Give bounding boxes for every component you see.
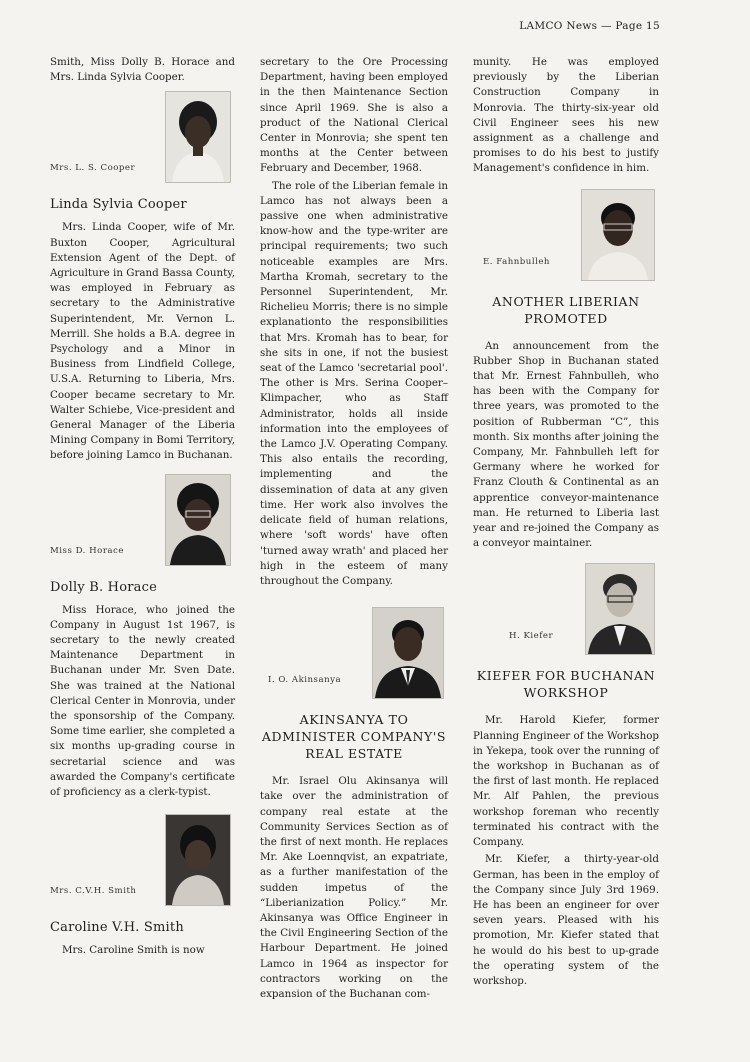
section-body-smith: Mrs. Caroline Smith is now <box>62 944 205 957</box>
headline-kiefer: KIEFER FOR BUCHANAN WORKSHOP <box>476 668 656 701</box>
photo-caption-akinsanya: I. O. Akinsanya <box>268 675 342 686</box>
intro-text: Smith, Miss Dolly B. Horace and Mrs. Linda Sylvia Cooper. <box>50 56 235 84</box>
column3-paragraph-3: Mr. Harold Kiefer, former Planning Engineer of the Workshop in Yekepa, took over the running of the workshop in Buchanan as of the first of last month. He replaced Mr. Alf Pahlen, the previous workshop foreman who recently terminated his contract with the Company. <box>473 714 659 849</box>
section-body-horace: Miss Horace, who joined the Company in August 1st 1967, is secretary to the newly created Maintenance Department in Buchanan under Mr. Sven Date. She was trained at the National Clerical Center in Monrovia, under the sponsorship of the Company. Some time earlier, she completed a six months up-grading course in secretarial science and was awarded the Company's certificate of proficiency as a clerk-typist. <box>50 603 235 799</box>
portrait-photo-kiefer <box>585 563 655 655</box>
column3-paragraph-4: Mr. Kiefer, a thirty-year-old German, has been in the employ of the Company since July 3rd 1969. He has been an engineer for over seven years. Pleased with his promotion, Mr. Kiefer stated that he would do his best to up-grade the operating system of the workshop. <box>473 853 659 987</box>
section-title-smith: Caroline V.H. Smith <box>50 920 184 936</box>
column2-paragraph-2: The role of the Liberian female in Lamco has not always been a passive one when administrative know-how and the type-writer are principal requirements; two such noticeable examples are Mrs. Martha Kromah, secretary to the Personnel Superintendent, Mr. Richelieu Morris; there is no simple explanationto the responsibilities that Mrs. Kromah has to bear, for she sits in one, if not the busiest seat of the Lamco 'secretarial pool'. The other is Mrs. Serina Cooper–Klimpacher, who as Staff Administrator, holds all inside information into the employees of the Lamco J.V. Operating Company. This also entails the recording, implementing and the dissemination of data at any given time. Her work also involves the delicate field of human relations, where 'soft words' have often 'turned away wrath' and placed her high in the esteem of many throughout the Company. <box>260 179 448 587</box>
column3-paragraph-1: munity. He was employed previously by the Liberian Construction Company in Monrovia. The thirty-six-year old Civil Engineer sees his new assignment as a challenge and promises to do his best to justify Management's confidence in him. <box>473 56 659 175</box>
column-3 <box>473 55 659 991</box>
photo-row-kiefer <box>473 563 659 655</box>
portrait-photo-akinsanya <box>372 607 444 699</box>
headline-fahnbulleh: ANOTHER LIBERIAN PROMOTED <box>492 293 640 326</box>
portrait-photo-smith <box>165 814 231 906</box>
photo-caption-horace: Miss D. Horace <box>50 545 124 556</box>
photo-row-horace <box>50 474 235 570</box>
portrait-photo-cooper <box>165 91 231 183</box>
photo-caption-fahnbulleh: E. Fahnbulleh <box>483 256 550 267</box>
portrait-photo-fahnbulleh <box>581 189 655 281</box>
portrait-photo-horace <box>165 474 231 566</box>
column2-paragraph-1: secretary to the Ore Processing Department, having been employed in the then Maintenance Section since April 1969. She is also a product of the National Clerical Center in Monrovia; she spent ten months at the Center between February and December, 1968. <box>260 56 448 175</box>
section-title-horace: Dolly B. Horace <box>50 579 157 595</box>
headline-akinsanya: AKINSANYA TO ADMINISTER COMPANY'S REAL ESTATE <box>261 712 447 762</box>
photo-caption-kiefer: H. Kiefer <box>509 631 554 642</box>
column-1 <box>50 55 235 961</box>
photo-row-akinsanya <box>260 607 448 699</box>
photo-row-cooper <box>50 91 235 187</box>
photo-caption-cooper: Mrs. L. S. Cooper <box>50 163 136 174</box>
column3-paragraph-2: An announcement from the Rubber Shop in Buchanan stated that Mr. Ernest Fahnbulleh, who has been with the Company for three years, was promoted to the position of Rubberman “C”, this month. Six months after joining the Company, Mr. Fahnbulleh left for Germany where he worked for Franz Clouth & Continental as an apprentice conveyor-maintenance man. He returned to Liberia last year and re-joined the Company as a conveyor maintainer. <box>473 339 659 550</box>
running-head: LAMCO News — Page 15 <box>519 20 660 32</box>
photo-caption-smith: Mrs. C.V.H. Smith <box>50 886 137 897</box>
column2-paragraph-3: Mr. Israel Olu Akinsanya will take over the administration of company real estate at the Community Services Section as of the first of next month. He replaces Mr. Ake Loennqvist, an expatriate, as a further manifestation of the sudden impetus of the “Liberianization Policy.” Mr. Akinsanya was Office Engineer in the Civil Engineering Section of the Harbour Department. He joined Lamco in 1964 as inspector for contractors working on the expansion of the Buchanan com- <box>260 775 448 1000</box>
column-2 <box>260 55 448 1004</box>
section-body-cooper: Mrs. Linda Cooper, wife of Mr. Buxton Cooper, Agricultural Extension Agent of the Dept. of Agriculture in Grand Bassa County, was employed in February as secretary to the Administrative Superintendent, Mr. Vernon L. Merrill. She holds a B.A. degree in Psychology and a Minor in Business from Lindfield College, U.S.A. Returning to Liberia, Mrs. Cooper became secretary to Mr. Walter Schiebe, Vice-president and General Manager of the Liberia Mining Company in Bomi Territory, before joining Lamco in Buchanan. <box>50 221 235 462</box>
section-title-cooper: Linda Sylvia Cooper <box>50 197 187 213</box>
photo-row-smith <box>50 814 235 910</box>
photo-row-fahnbulleh <box>473 189 659 281</box>
